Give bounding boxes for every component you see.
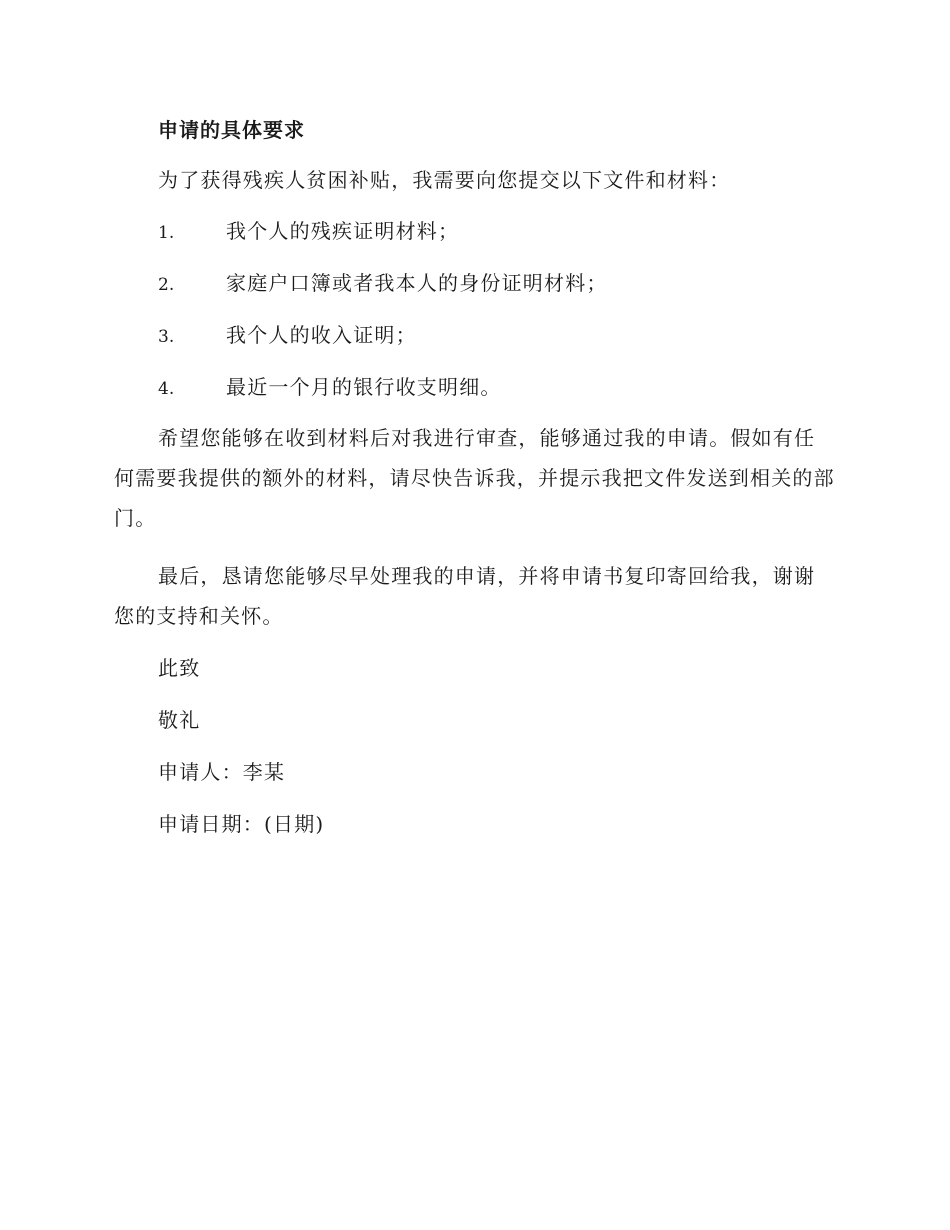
body-paragraph-closing-request: 最后，恳请您能够尽早处理我的申请，并将申请书复印寄回给我，谢谢您的支持和关怀。	[114, 564, 816, 628]
intro-text: 为了获得残疾人贫困补贴，我需要向您提交以下文件和材料：	[158, 168, 731, 192]
list-text: 我个人的收入证明；	[226, 323, 417, 347]
body-paragraph-review: 希望您能够在收到材料后对我进行审查，能够通过我的申请。假如有任何需要我提供的额外的材料，请尽快告诉我，并提示我把文件发送到相关的部门。	[114, 426, 835, 530]
list-item	[158, 322, 417, 350]
closing-salutation: 此致	[158, 656, 201, 680]
list-item	[158, 218, 459, 246]
list-text: 我个人的残疾证明材料；	[226, 219, 460, 243]
list-number: 1.	[158, 223, 175, 243]
applicant-name: 申请人：李某	[158, 760, 286, 784]
list-item	[158, 374, 502, 402]
list-number: 3.	[158, 327, 175, 347]
application-date: 申请日期：(日期)	[158, 812, 325, 836]
closing-regards: 敬礼	[158, 708, 201, 732]
section-heading: 申请的具体要求	[158, 118, 305, 142]
list-number: 4.	[158, 379, 175, 399]
list-item	[158, 270, 608, 298]
list-number: 2.	[158, 275, 175, 295]
list-text: 最近一个月的银行收支明细。	[226, 375, 502, 399]
list-text: 家庭户口簿或者我本人的身份证明材料；	[226, 271, 608, 295]
